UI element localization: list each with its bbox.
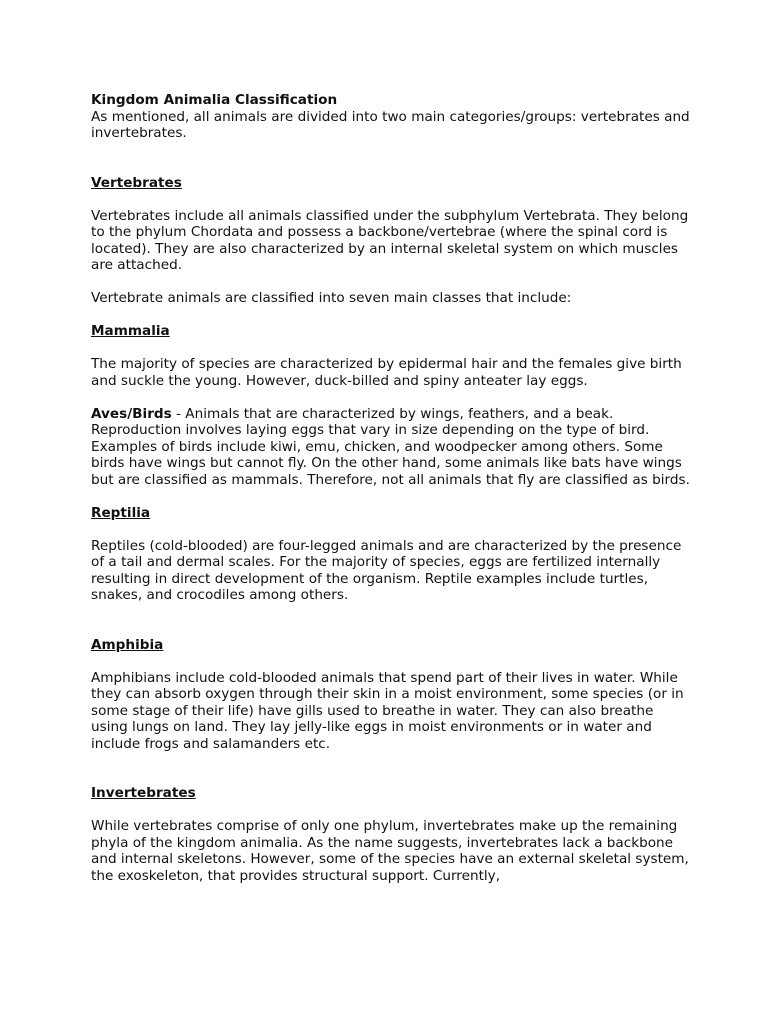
document-page <box>91 92 691 884</box>
vertebrates-paragraph-1: Vertebrates include all animals classified under the subphylum Vertebrata. They belong to the phylum Chordata and possess a backbone/vertebrae (where the spinal cord is located). They are also characterized by an internal skeletal system on which muscles are attached. <box>91 207 689 273</box>
spacer <box>91 752 691 785</box>
spacer <box>91 274 691 291</box>
aves-label: Aves/Birds <box>91 405 172 422</box>
spacer <box>91 521 691 538</box>
reptilia-paragraph: Reptiles (cold-blooded) are four-legged animals and are characterized by the presence of a tail and dermal scales. For the majority of species, eggs are fertilized internally resulting in direct development of the organism. Reptile examples include turtles, snakes, and crocodiles among others. <box>91 537 682 603</box>
intro-paragraph: As mentioned, all animals are divided into two main categories/groups: vertebrates and invertebrates. <box>91 108 690 141</box>
spacer <box>91 389 691 406</box>
spacer <box>91 653 691 670</box>
invertebrates-paragraph: While vertebrates comprise of only one phylum, invertebrates make up the remaining phyla of the kingdom animalia. As the name suggests, invertebrates lack a backbone and internal skeletons. However, some of the species have an external skeletal system, the exoskeleton, that provides structural support. Currently, <box>91 818 689 884</box>
spacer <box>91 191 691 208</box>
aves-paragraph <box>91 406 691 489</box>
vertebrates-heading: Vertebrates <box>91 174 182 191</box>
document-title: Kingdom Animalia Classification <box>91 92 338 108</box>
spacer <box>91 142 691 175</box>
spacer <box>91 488 691 505</box>
amphibia-heading: Amphibia <box>91 636 164 653</box>
invertebrates-heading: Invertebrates <box>91 785 196 801</box>
mammalia-heading: Mammalia <box>91 323 170 339</box>
spacer <box>91 340 691 357</box>
spacer <box>91 307 691 324</box>
vertebrates-paragraph-2: Vertebrate animals are classified into seven main classes that include: <box>91 290 572 306</box>
reptilia-heading: Reptilia <box>91 504 151 521</box>
spacer <box>91 604 691 637</box>
amphibia-paragraph: Amphibians include cold-blooded animals that spend part of their lives in water. While they can absorb oxygen through their skin in a moist environment, some species (or in some stage of their life) have gills used to breathe in water. They can also breathe using lungs on land. They lay jelly-like eggs in moist environments or in water and include frogs and salamanders etc. <box>91 669 684 752</box>
spacer <box>91 802 691 819</box>
aves-text: - Animals that are characterized by wings, feathers, and a beak. Reproduction involves laying eggs that vary in size depending on the type of bird. Examples of birds include kiwi, emu, chicken, and woodpecker among others. Some birds have wings but cannot fly. On the other hand, some animals like bats have wings but are classified as mammals. Therefore, not all animals that fly are classified as birds. <box>91 405 690 488</box>
mammalia-paragraph: The majority of species are characterized by epidermal hair and the females give birth and suckle the young. However, duck-billed and spiny anteater lay eggs. <box>91 356 682 389</box>
